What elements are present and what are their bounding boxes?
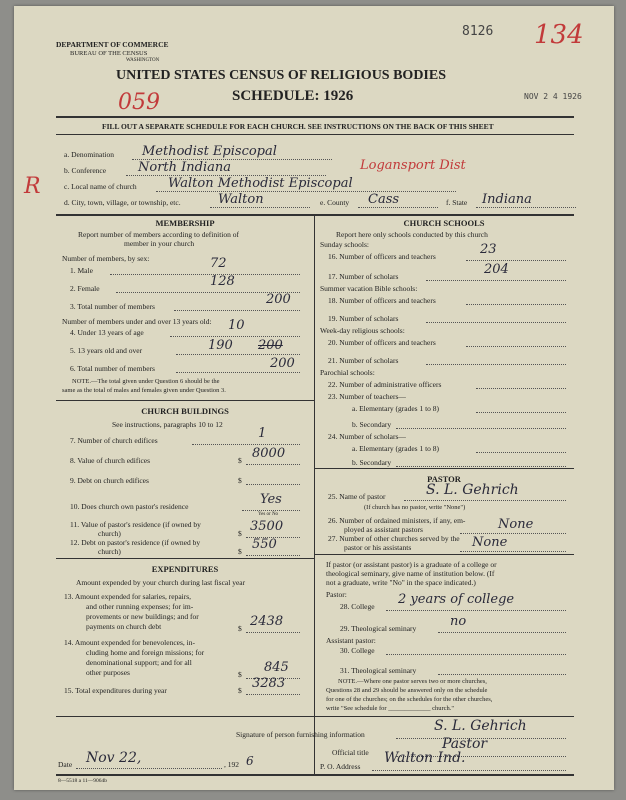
- county-value: Cass: [368, 192, 400, 207]
- q15-label: 15. Total expenditures during year: [64, 686, 167, 695]
- q15-value: 3283: [252, 676, 286, 691]
- q5-struck-value: 200: [258, 338, 283, 353]
- q12-value: 550: [252, 537, 277, 552]
- q23a-label: a. Elementary (grades 1 to 8): [352, 404, 440, 413]
- q17-label: 17. Number of scholars: [328, 272, 399, 281]
- q28-value: 2 years of college: [398, 592, 515, 607]
- q11-value: 3500: [250, 519, 284, 534]
- q26-label-cont: ployed as assistant pastors: [344, 525, 423, 534]
- church-name-value: Walton Methodist Episcopal: [168, 176, 353, 191]
- vacation-schools-label: Summer vacation Bible schools:: [320, 284, 418, 293]
- expenditures-title: EXPENDITURES: [151, 564, 219, 574]
- q29-value: no: [450, 614, 467, 629]
- denomination-value: Methodist Episcopal: [142, 144, 277, 159]
- margin-mark: R: [24, 174, 41, 199]
- q13-line-3: provements or new buildings; and for: [86, 612, 199, 621]
- q3-label: 3. Total number of members: [70, 302, 155, 311]
- q10-label: 10. Does church own pastor's residence: [70, 502, 189, 511]
- q24a-label: a. Elementary (grades 1 to 8): [352, 444, 440, 453]
- q25-label: 25. Name of pastor: [328, 492, 386, 501]
- parochial-schools-label: Parochial schools:: [320, 368, 375, 377]
- members-by-sex-label: Number of members, by sex:: [62, 254, 150, 263]
- q13-line-4: payments on church debt: [86, 622, 162, 631]
- q1-label: 1. Male: [70, 266, 93, 275]
- q29-label: 29. Theological seminary: [340, 624, 417, 633]
- instruction-rule: [56, 134, 574, 135]
- q6-label: 6. Total number of members: [70, 364, 155, 373]
- q4-value: 10: [228, 318, 245, 333]
- membership-note-1: NOTE.—The total given under Question 6 should be the: [72, 378, 220, 385]
- pastor-note-3: for one of the churches; on the schedules for the other churches,: [326, 696, 493, 703]
- q14-dollar: $: [238, 670, 242, 679]
- q14-value: 845: [264, 660, 289, 675]
- print-code: 8—5518 a 11—9064b: [58, 778, 107, 784]
- q5-label: 5. 13 years old and over: [70, 346, 143, 355]
- q27-label-cont: pastor or his assistants: [344, 543, 412, 552]
- pastor-note-2: Questions 28 and 29 should be answered only on the schedule: [326, 687, 488, 694]
- conference-label: b. Conference: [64, 166, 107, 175]
- q20-label: 20. Number of officers and teachers: [328, 338, 436, 347]
- q13-value: 2438: [250, 614, 284, 629]
- schedule-title: SCHEDULE: 1926: [232, 88, 354, 104]
- graduate-note-3: not a graduate, write "No" in the space indicated.): [326, 578, 476, 587]
- q24-label: 24. Number of scholars—: [328, 432, 406, 441]
- denomination-label: a. Denomination: [64, 150, 114, 159]
- q14-line-2: cluding home and foreign missions; for: [86, 648, 205, 657]
- schools-title: CHURCH SCHOOLS: [403, 218, 485, 228]
- q11-label: 11. Value of pastor's residence (if owned by: [70, 520, 201, 529]
- q27-label: 27. Number of other churches served by the: [328, 534, 460, 543]
- q23-label: 23. Number of teachers—: [328, 392, 406, 401]
- department-name: DEPARTMENT OF COMMERCE: [56, 40, 169, 49]
- q11-dollar: $: [238, 529, 242, 538]
- q12-label-cont: church): [98, 547, 121, 556]
- q14-line-1: 14. Amount expended for benevolences, in-: [64, 638, 196, 647]
- official-title-label: Official title: [332, 748, 369, 757]
- bureau-name: BUREAU OF THE CENSUS: [70, 50, 148, 57]
- church-name-label: c. Local name of church: [64, 182, 137, 191]
- official-title-value: Pastor: [442, 736, 488, 752]
- q2-value: 128: [210, 274, 235, 289]
- q7-label: 7. Number of church edifices: [70, 436, 158, 445]
- graduate-note-1: If pastor (or assistant pastor) is a graduate of a college or: [326, 560, 497, 569]
- pastor-subheading: Pastor:: [326, 590, 347, 599]
- pastor-note-1: NOTE.—Where one pastor serves two or more churches,: [338, 678, 487, 685]
- q3-value: 200: [266, 292, 291, 307]
- year-value: 6: [246, 754, 254, 768]
- q22-label: 22. Number of administrative officers: [328, 380, 442, 389]
- q27-value: None: [472, 535, 508, 550]
- membership-intro-2: member in your church: [124, 239, 195, 248]
- q6-value: 200: [270, 356, 295, 371]
- q26-label: 26. Number of ordained ministers, if any, em-: [328, 516, 466, 525]
- graduate-note-2: theological seminary, give name of institution below. (If: [326, 569, 495, 578]
- q2-label: 2. Female: [70, 284, 100, 293]
- q9-label: 9. Debt on church edifices: [70, 476, 149, 485]
- signature-value: S. L. Gehrich: [434, 718, 527, 734]
- buildings-title: CHURCH BUILDINGS: [141, 406, 229, 416]
- q9-dollar: $: [238, 476, 242, 485]
- age-heading: Number of members under and over 13 years old:: [62, 317, 212, 326]
- q4-label: 4. Under 13 years of age: [70, 328, 144, 337]
- q21-label: 21. Number of scholars: [328, 356, 399, 365]
- state-value: Indiana: [482, 192, 532, 207]
- state-label: f. State: [446, 198, 468, 207]
- q17-value: 204: [484, 262, 509, 277]
- buildings-sub: See instructions, paragraphs 10 to 12: [112, 420, 223, 429]
- pastor-title: PASTOR: [427, 474, 461, 484]
- county-label: e. County: [320, 198, 350, 207]
- po-address-value: Walton Ind.: [384, 750, 466, 766]
- center-divider: [314, 214, 315, 774]
- membership-title: MEMBERSHIP: [155, 218, 215, 228]
- q30-label: 30. College: [340, 646, 375, 655]
- district-annotation: Logansport Dist: [360, 158, 466, 173]
- signature-label: Signature of person furnishing information: [236, 730, 365, 739]
- q10-value: Yes: [260, 492, 282, 507]
- city-name: WASHINGTON: [126, 58, 160, 63]
- q25-value: S. L. Gehrich: [426, 482, 519, 498]
- q13-dollar: $: [238, 624, 242, 633]
- q13-line-1: 13. Amount expended for salaries, repairs,: [64, 592, 192, 601]
- q8-value: 8000: [252, 446, 286, 461]
- q16-value: 23: [480, 242, 497, 257]
- sunday-schools-label: Sunday schools:: [320, 240, 369, 249]
- po-address-label: P. O. Address: [320, 762, 361, 771]
- q15-dollar: $: [238, 686, 242, 695]
- membership-intro-1: Report number of members according to definition of: [78, 230, 239, 239]
- q13-line-2: and other running expenses; for im-: [86, 602, 194, 611]
- assistant-pastor-subheading: Assistant pastor:: [326, 636, 376, 645]
- date-label: Date: [58, 760, 73, 769]
- q26-value: None: [498, 517, 534, 532]
- weekday-schools-label: Week-day religious schools:: [320, 326, 405, 335]
- q23b-label: b. Secondary: [352, 420, 392, 429]
- membership-note-2: same as the total of males and females given under Question 3.: [62, 387, 226, 394]
- q14-line-4: other purposes: [86, 668, 130, 677]
- q5-value: 190: [208, 338, 233, 353]
- q24b-label: b. Secondary: [352, 458, 392, 467]
- q8-dollar: $: [238, 456, 242, 465]
- q11-label-cont: church): [98, 529, 121, 538]
- city-value: Walton: [218, 192, 264, 207]
- q19-label: 19. Number of scholars: [328, 314, 399, 323]
- year-prefix: , 192: [224, 760, 239, 769]
- expenditures-sub: Amount expended by your church during last fiscal year: [76, 578, 246, 587]
- yes-no-hint: Yes or No: [258, 512, 279, 517]
- grid-top-rule: [56, 214, 574, 216]
- form-title: UNITED STATES CENSUS OF RELIGIOUS BODIES: [116, 68, 447, 83]
- q1-value: 72: [210, 256, 227, 271]
- city-label: d. City, town, village, or township, etc.: [64, 198, 181, 207]
- q28-label: 28. College: [340, 602, 375, 611]
- q16-label: 16. Number of officers and teachers: [328, 252, 436, 261]
- fill-instruction: FILL OUT A SEPARATE SCHEDULE FOR EACH CHURCH. SEE INSTRUCTIONS ON THE BACK OF THIS SHEET: [102, 122, 494, 131]
- received-stamp-date: NOV 2 4 1926: [524, 92, 582, 101]
- q25-note: (If church has no pastor, write "None"): [364, 504, 466, 511]
- date-value: Nov 22,: [86, 750, 142, 766]
- census-schedule-sheet: [14, 6, 614, 790]
- pastor-note-4: write "See schedule for _____________ church.": [326, 705, 455, 712]
- red-schedule-number: 059: [118, 90, 160, 115]
- q12-label: 12. Debt on pastor's residence (if owned by: [70, 538, 201, 547]
- q7-value: 1: [258, 426, 267, 441]
- q31-label: 31. Theological seminary: [340, 666, 417, 675]
- corner-number: 134: [534, 20, 584, 50]
- schools-intro: Report here only schools conducted by this church: [336, 230, 488, 239]
- q14-line-3: denominational support; and for all: [86, 658, 192, 667]
- header-rule: [56, 116, 574, 118]
- q18-label: 18. Number of officers and teachers: [328, 296, 436, 305]
- q8-label: 8. Value of church edifices: [70, 456, 151, 465]
- q12-dollar: $: [238, 547, 242, 556]
- serial-number: 8126: [462, 24, 494, 39]
- conference-value: North Indiana: [138, 160, 232, 175]
